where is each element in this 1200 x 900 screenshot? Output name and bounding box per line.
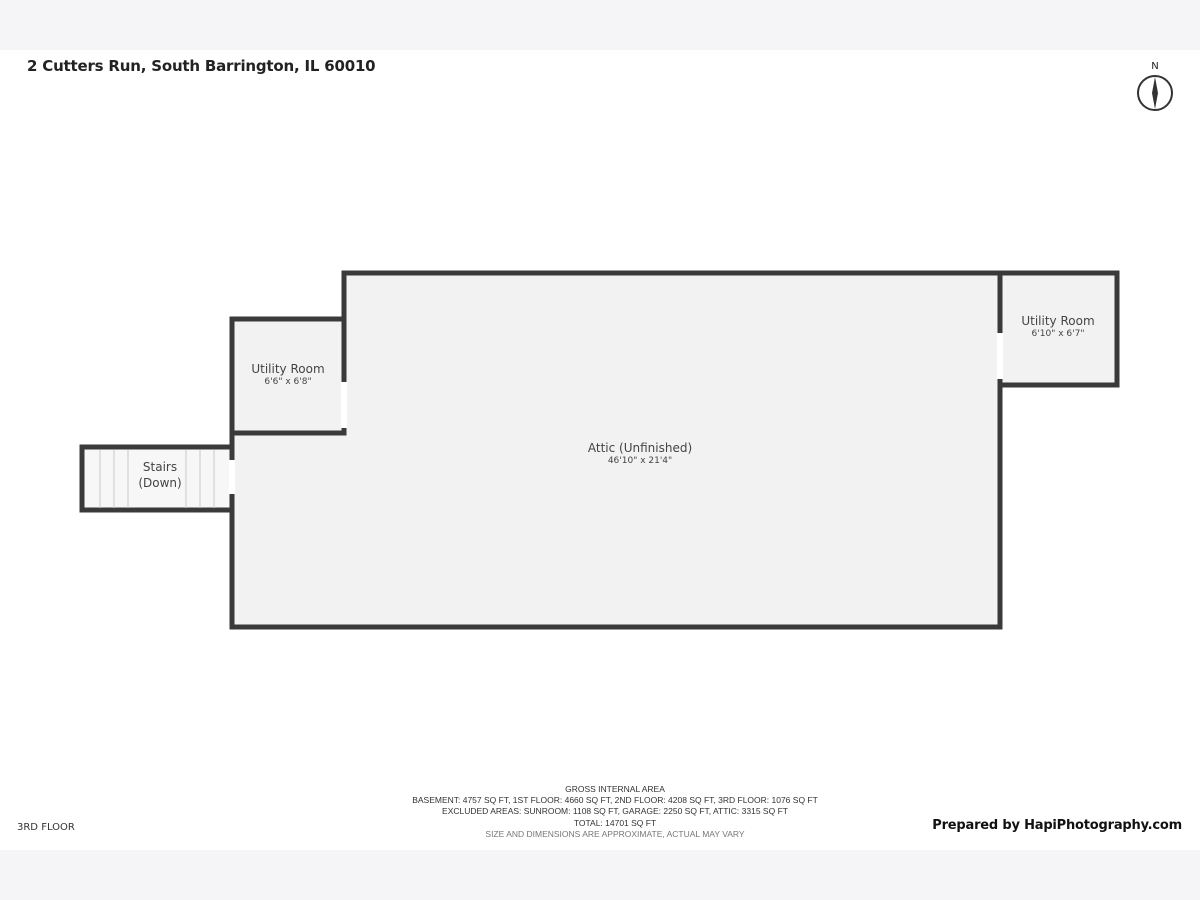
prepared-by: Prepared by HapiPhotography.com	[932, 818, 1182, 833]
stairs-label	[122, 459, 198, 491]
compass-north-label: N	[1151, 61, 1159, 72]
gross-internal-area	[300, 784, 930, 840]
utility-left-label	[238, 361, 338, 388]
gia-disclaimer: SIZE AND DIMENSIONS ARE APPROXIMATE, ACTUAL MAY VARY	[485, 828, 745, 839]
gia-floors: BASEMENT: 4757 SQ FT, 1ST FLOOR: 4660 SQ FT, 2ND FLOOR: 4208 SQ FT, 3RD FLOOR: 1076 SQ FT	[412, 795, 818, 806]
doorway-utility-left	[341, 382, 347, 428]
gia-total: TOTAL: 14701 SQ FT	[573, 817, 657, 828]
doorway-stairs	[229, 460, 235, 494]
utility-right-name: Utility Room	[1021, 314, 1095, 328]
doorway-utility-right	[997, 333, 1003, 379]
attic-dimensions: 46'10" x 21'4"	[607, 456, 673, 466]
gia-title: GROSS INTERNAL AREA	[565, 784, 665, 794]
gia-excluded: EXCLUDED AREAS: SUNROOM: 1108 SQ FT, GARAGE: 2250 SQ FT, ATTIC: 3315 SQ FT	[442, 806, 788, 817]
attic-label	[540, 440, 740, 467]
utility-left-dimensions: 6'6" x 6'8"	[264, 377, 312, 387]
stairs-name-line2: (Down)	[138, 476, 182, 490]
utility-left-name: Utility Room	[251, 362, 325, 376]
stairs-name-line1: Stairs	[142, 460, 178, 474]
utility-right-label	[1008, 313, 1108, 340]
property-address: 2 Cutters Run, South Barrington, IL 60010	[27, 57, 376, 75]
utility-right-dimensions: 6'10" x 6'7"	[1031, 329, 1085, 339]
attic-name: Attic (Unfinished)	[587, 441, 693, 455]
floor-name: 3RD FLOOR	[17, 822, 75, 833]
